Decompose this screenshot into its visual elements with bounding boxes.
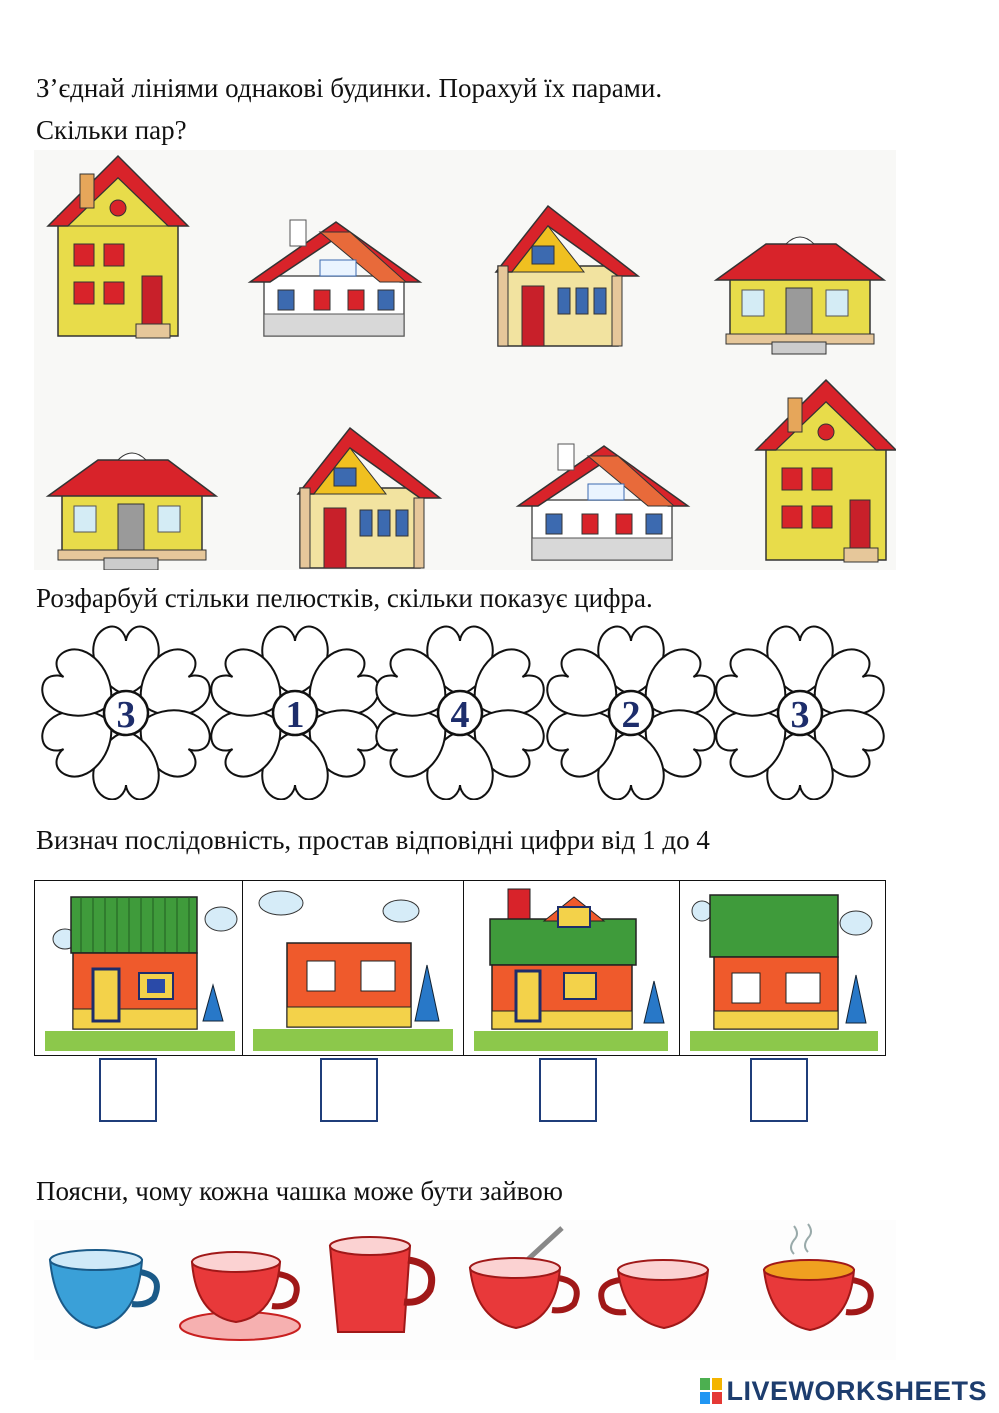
house-white-2 [518,444,688,560]
task4-instruction: Поясни, чому кожна чашка може бути зайвою [36,1176,563,1206]
flowers-row [40,625,890,800]
flower-number-5: 3 [790,694,810,736]
answer-box-3[interactable] [539,1058,597,1122]
flower-number-4: 2 [621,694,641,736]
house-tall-2 [756,380,896,562]
task2-instruction: Розфарбуй стільки пелюстків, скільки показує цифра. [36,583,653,613]
answer-box-2[interactable] [320,1058,378,1122]
liveworksheets-logo [700,1375,987,1407]
sequence-cell-1 [35,881,243,1055]
cup-red-spoon [470,1228,577,1328]
task3-instruction: Визнач послідовність, простав відповідні цифри від 1 до 4 [36,825,710,855]
flower-number-1: 3 [116,694,136,736]
house-yellow-1 [496,206,638,346]
flowers-svg [40,625,890,800]
task1-instruction-line2: Скільки пар? [36,115,187,145]
houses-picture [34,150,896,570]
cup-red-mug [330,1237,432,1332]
house-wide-2 [48,453,216,570]
cup-blue [50,1250,157,1328]
liveworksheets-brand-text: LIVEWORKSHEETS [726,1375,987,1406]
sequence-cell-2 [243,881,464,1055]
sequence-cell-3 [464,881,680,1055]
sequence-picture-1 [35,881,241,1055]
house-white-1 [250,220,420,336]
cups-picture [34,1220,896,1360]
flower-5[interactable] [709,627,890,800]
flower-number-2: 1 [285,694,305,736]
flower-4[interactable] [540,627,722,800]
flower-number-3: 4 [450,694,470,736]
sequence-cell-4 [680,881,886,1055]
cups-svg [34,1220,896,1360]
liveworksheets-logo-icon [700,1378,722,1404]
task1-instruction-line1: З’єднай лініями однакові будинки. Порахуй їх парами. [36,73,663,103]
sequence-picture-2 [243,881,463,1055]
cup-red-saucer [180,1252,300,1340]
houses-svg [34,150,896,570]
house-yellow-2 [298,428,440,568]
sequence-picture-3 [464,881,678,1055]
answer-box-4[interactable] [750,1058,808,1122]
flower-2[interactable] [204,627,386,800]
house-wide-1 [716,237,884,354]
sequence-table [34,880,886,1056]
flower-3[interactable] [369,627,551,800]
flower-1[interactable] [40,627,217,800]
cup-red-tea [764,1224,871,1330]
cup-red-plain [601,1260,708,1328]
house-tall-1 [48,156,188,338]
answer-box-1[interactable] [99,1058,157,1122]
sequence-picture-4 [680,881,884,1055]
